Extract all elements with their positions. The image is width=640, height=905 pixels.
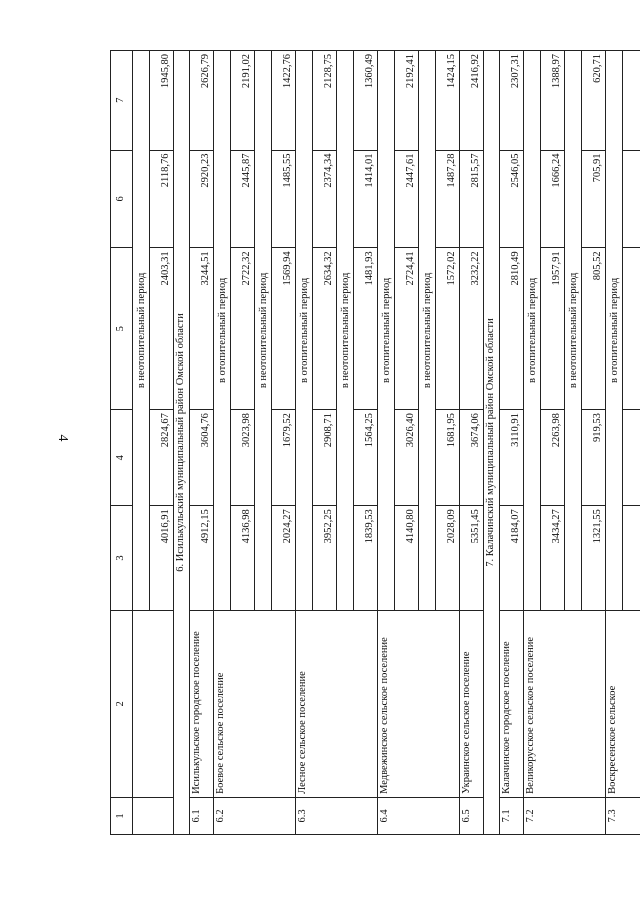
index-cell: 7.3	[606, 797, 640, 834]
value-cell: 2634,32	[313, 248, 337, 410]
value-cell: 3604,76	[190, 410, 214, 506]
value-cell: 2128,75	[313, 51, 337, 151]
period-label: в неотопительный период	[133, 51, 150, 611]
value-cell: 1422,76	[272, 51, 296, 151]
value-cell: 1414,01	[354, 150, 378, 248]
value-cell: 1679,52	[272, 410, 296, 506]
column-header: 2	[111, 610, 133, 797]
value-cell: 4184,07	[500, 506, 524, 611]
value-cell: 2445,87	[231, 150, 255, 248]
column-header: 6	[111, 150, 133, 248]
column-header: 1	[111, 797, 133, 834]
value-cell: 3952,25	[313, 506, 337, 611]
period-label: в неотопительный период	[565, 51, 582, 611]
value-cell: 2024,27	[272, 506, 296, 611]
value-cell: 2263,98	[541, 410, 565, 506]
value-cell: 2724,41	[395, 248, 419, 410]
value-cell	[623, 410, 640, 506]
value-cell: 2307,31	[500, 51, 524, 151]
page-number: 4	[55, 434, 70, 442]
index-cell: 6.3	[296, 797, 378, 834]
value-cell: 1681,95	[436, 410, 460, 506]
period-label: в неотопительный период	[337, 51, 354, 611]
period-row	[296, 51, 313, 835]
value-cell: 2810,49	[500, 248, 524, 410]
name-cell	[133, 610, 174, 797]
tariff-table	[110, 50, 640, 835]
column-header: 5	[111, 248, 133, 410]
name-cell: Воскресенское сельское	[606, 610, 640, 797]
value-cell: 2403,31	[150, 248, 174, 410]
index-cell: 7.1	[500, 797, 524, 834]
name-cell: Великорусское сельское поселение	[524, 610, 606, 797]
values-row	[500, 51, 524, 835]
value-cell: 1360,49	[354, 51, 378, 151]
name-cell: Лесное сельское поселение	[296, 610, 378, 797]
value-cell: 3110,91	[500, 410, 524, 506]
value-cell: 3023,98	[231, 410, 255, 506]
value-cell: 620,71	[582, 51, 606, 151]
values-row	[190, 51, 214, 835]
name-cell: Медвежинское сельское поселение	[378, 610, 460, 797]
value-cell: 2191,02	[231, 51, 255, 151]
value-cell: 2028,09	[436, 506, 460, 611]
period-row	[378, 51, 395, 835]
value-cell: 2626,79	[190, 51, 214, 151]
index-cell: 6.2	[214, 797, 296, 834]
index-cell: 7.2	[524, 797, 606, 834]
value-cell: 2447,61	[395, 150, 419, 248]
period-label: в отопительный период	[296, 51, 313, 611]
value-cell: 4140,80	[395, 506, 419, 611]
period-label: в отопительный период	[378, 51, 395, 611]
value-cell: 805,52	[582, 248, 606, 410]
section-title: 7. Калачинский муниципальный район Омской области	[484, 51, 500, 835]
period-label: в отопительный период	[606, 51, 623, 611]
section-title: 6. Исилькульский муниципальный район Омской области	[174, 51, 190, 835]
value-cell: 4912,15	[190, 506, 214, 611]
value-cell: 1569,94	[272, 248, 296, 410]
period-row	[606, 51, 623, 835]
value-cell: 1945,80	[150, 51, 174, 151]
value-cell: 1839,53	[354, 506, 378, 611]
value-cell: 2824,67	[150, 410, 174, 506]
value-cell	[623, 506, 640, 611]
section-row	[174, 51, 190, 835]
value-cell: 2546,05	[500, 150, 524, 248]
value-cell: 2815,57	[460, 150, 484, 248]
value-cell: 4016,91	[150, 506, 174, 611]
rotated-table-container	[110, 50, 620, 835]
value-cell: 1564,25	[354, 410, 378, 506]
value-cell: 1481,93	[354, 248, 378, 410]
value-cell	[623, 51, 640, 151]
period-label: в неотопительный период	[419, 51, 436, 611]
value-cell: 1388,97	[541, 51, 565, 151]
value-cell: 3674,06	[460, 410, 484, 506]
value-cell: 2192,41	[395, 51, 419, 151]
name-cell: Боевое сельское поселение	[214, 610, 296, 797]
value-cell: 3434,27	[541, 506, 565, 611]
period-row	[524, 51, 541, 835]
name-cell: Калачинское городское поселение	[500, 610, 524, 797]
column-header: 3	[111, 506, 133, 611]
value-cell: 705,91	[582, 150, 606, 248]
section-row	[484, 51, 500, 835]
value-cell: 3232,22	[460, 248, 484, 410]
value-cell: 1424,15	[436, 51, 460, 151]
value-cell: 1485,55	[272, 150, 296, 248]
value-cell: 1487,28	[436, 150, 460, 248]
value-cell: 2374,34	[313, 150, 337, 248]
header-row	[111, 51, 133, 835]
value-cell: 5351,45	[460, 506, 484, 611]
value-cell: 1572,02	[436, 248, 460, 410]
values-row	[460, 51, 484, 835]
value-cell: 1321,55	[582, 506, 606, 611]
value-cell: 2416,92	[460, 51, 484, 151]
name-cell: Исилькульское городское поселение	[190, 610, 214, 797]
period-label: в отопительный период	[214, 51, 231, 611]
index-cell	[133, 797, 174, 834]
value-cell: 3244,51	[190, 248, 214, 410]
value-cell	[623, 248, 640, 410]
value-cell: 1666,24	[541, 150, 565, 248]
column-header: 7	[111, 51, 133, 151]
value-cell: 1957,91	[541, 248, 565, 410]
value-cell	[623, 150, 640, 248]
index-cell: 6.4	[378, 797, 460, 834]
period-row	[214, 51, 231, 835]
value-cell: 3026,40	[395, 410, 419, 506]
value-cell: 919,53	[582, 410, 606, 506]
period-label: в отопительный период	[524, 51, 541, 611]
value-cell: 2920,23	[190, 150, 214, 248]
period-row	[133, 51, 150, 835]
value-cell: 4136,98	[231, 506, 255, 611]
value-cell: 2722,32	[231, 248, 255, 410]
value-cell: 2908,71	[313, 410, 337, 506]
index-cell: 6.5	[460, 797, 484, 834]
value-cell: 2118,76	[150, 150, 174, 248]
table-body	[111, 51, 640, 835]
period-label: в неотопительный период	[255, 51, 272, 611]
index-cell: 6.1	[190, 797, 214, 834]
column-header: 4	[111, 410, 133, 506]
name-cell: Украинское сельское поселение	[460, 610, 484, 797]
